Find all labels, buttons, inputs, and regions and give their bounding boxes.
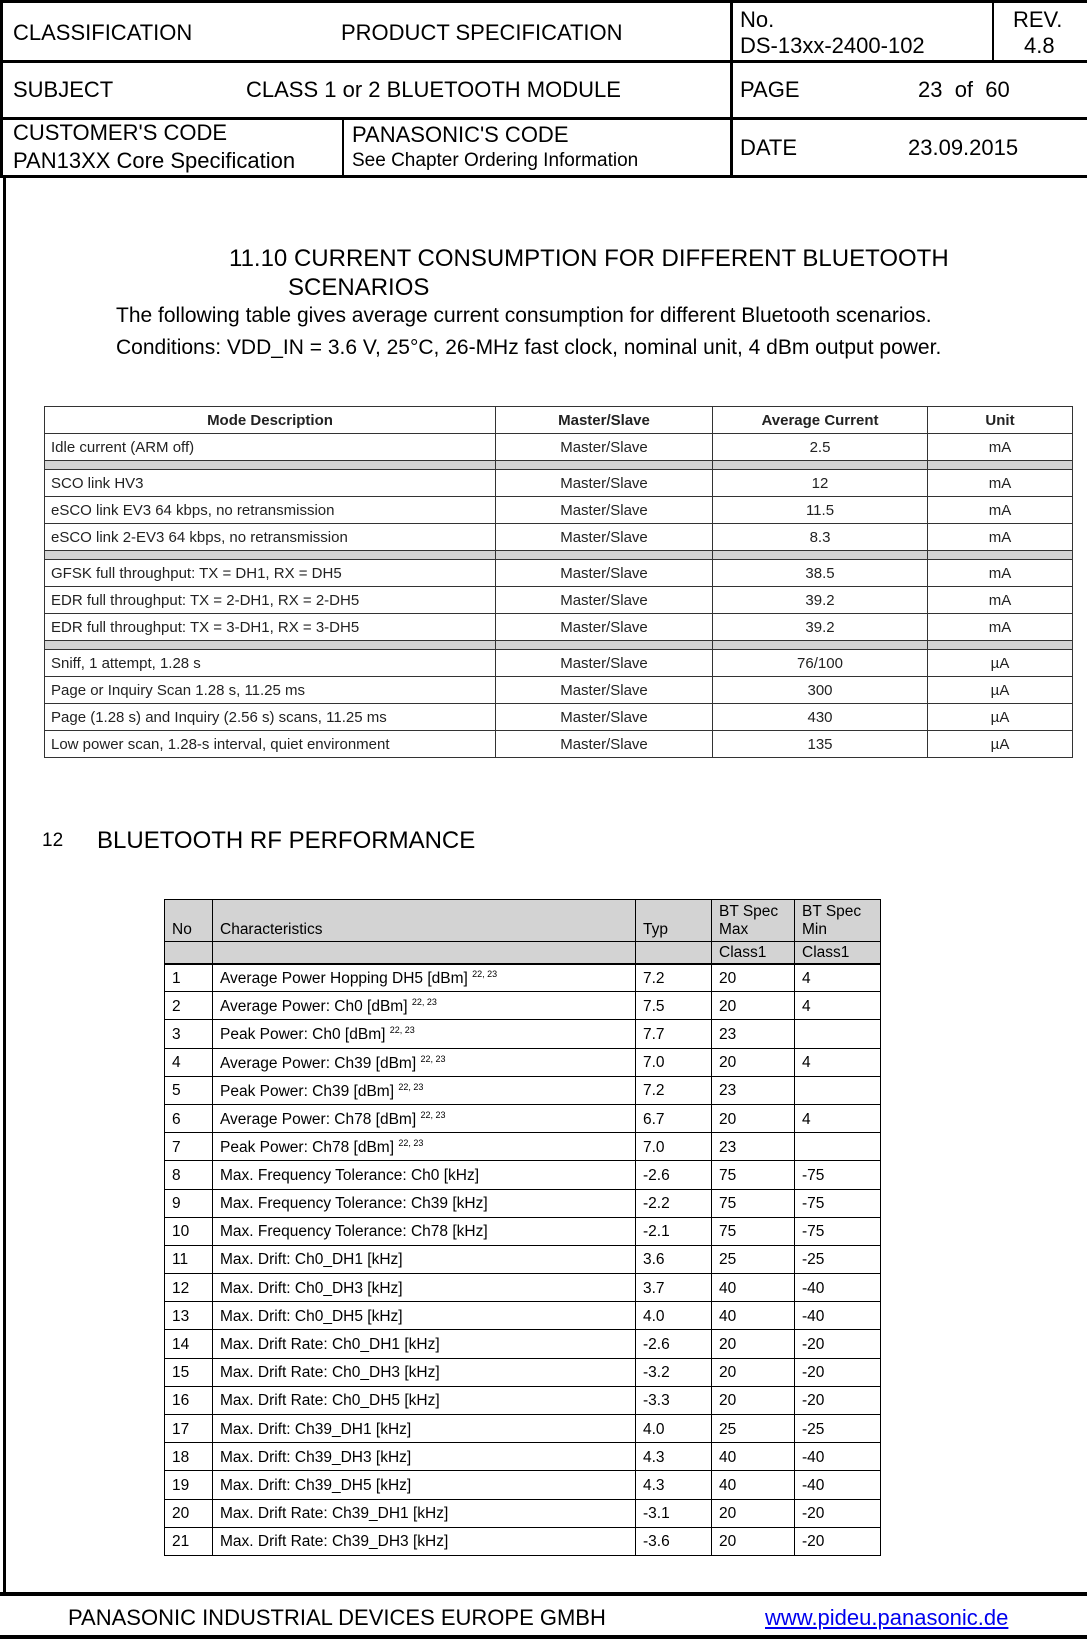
characteristic-text: Peak Power: Ch78 [dBm] (220, 1139, 395, 1157)
value-cell: 20 (712, 992, 795, 1020)
table-cell: 38.5 (713, 560, 928, 587)
column-header: Master/Slave (496, 407, 713, 434)
document-header (0, 0, 1087, 178)
value-cell: -25 (795, 1415, 881, 1443)
characteristic-text: Max. Drift: Ch0_DH1 [kHz] (220, 1251, 403, 1269)
separator-row (45, 551, 1073, 560)
value-cell: 20 (712, 1048, 795, 1076)
value-cell: 7.0 (636, 1133, 712, 1161)
value-cell: -40 (795, 1302, 881, 1330)
table-row (165, 1217, 881, 1245)
row-number: 16 (165, 1386, 213, 1414)
characteristic-cell (213, 1302, 636, 1330)
table-cell: mA (928, 524, 1073, 551)
characteristic-text: Average Power: Ch78 [dBm] (220, 1111, 417, 1129)
table-cell: µA (928, 704, 1073, 731)
table-row (45, 704, 1073, 731)
date-label: DATE (740, 135, 798, 160)
doc-number-label: No. (740, 7, 775, 32)
table-cell: µA (928, 731, 1073, 758)
characteristic-text: Peak Power: Ch0 [dBm] (220, 1026, 386, 1044)
value-cell: -3.3 (636, 1386, 712, 1414)
column-header: Typ (636, 900, 712, 942)
table-cell: 135 (713, 731, 928, 758)
characteristic-cell (213, 1499, 636, 1527)
row-number: 17 (165, 1415, 213, 1443)
table-row (165, 1189, 881, 1217)
table-cell: Master/Slave (496, 524, 713, 551)
value-cell: 7.7 (636, 1020, 712, 1048)
separator-cell (45, 461, 496, 470)
rf-performance-table (164, 899, 881, 1556)
table-cell: Master/Slave (496, 731, 713, 758)
separator-cell (496, 461, 713, 470)
table-row (165, 1133, 881, 1161)
column-subheader (213, 942, 636, 964)
table-cell: mA (928, 614, 1073, 641)
value-cell: -20 (795, 1330, 881, 1358)
value-cell (795, 1076, 881, 1104)
intro-text: The following table gives average current consumption for different Bluetooth scenarios. (116, 304, 932, 327)
value-cell: 75 (712, 1217, 795, 1245)
panasonic-code-label: PANASONIC'S CODE (352, 122, 569, 147)
value-cell: 20 (712, 964, 795, 992)
section-number: 12 (42, 830, 64, 851)
characteristic-cell (213, 1245, 636, 1273)
table-cell: 39.2 (713, 614, 928, 641)
section-12-title: BLUETOOTH RF PERFORMANCE (97, 827, 476, 854)
table-cell: Master/Slave (496, 677, 713, 704)
table-row (165, 1358, 881, 1386)
characteristic-cell (213, 1527, 636, 1555)
section-title: 11.10 CURRENT CONSUMPTION FOR DIFFERENT BLUETOOTH (229, 245, 949, 272)
table-cell: Master/Slave (496, 614, 713, 641)
characteristic-text: Max. Drift: Ch0_DH3 [kHz] (220, 1279, 403, 1297)
characteristic-text: Max. Frequency Tolerance: Ch78 [kHz] (220, 1223, 488, 1241)
page-value: 23 of 60 (918, 77, 1010, 102)
value-cell: -2.6 (636, 1330, 712, 1358)
revision-label: REV. (1013, 7, 1063, 32)
row-number: 5 (165, 1076, 213, 1104)
value-cell: 25 (712, 1415, 795, 1443)
separator-cell (713, 641, 928, 650)
conditions-text: Conditions: VDD_IN = 3.6 V, 25°C, 26-MHz fast clock, nominal unit, 4 dBm output power. (116, 336, 942, 359)
table-row (45, 650, 1073, 677)
table-row (165, 964, 881, 992)
value-cell: -3.6 (636, 1527, 712, 1555)
row-number: 20 (165, 1499, 213, 1527)
table-row (45, 524, 1073, 551)
column-header: BT Spec Min (795, 900, 881, 942)
footer-website-link[interactable]: www.pideu.panasonic.de (765, 1605, 1009, 1630)
classification-label: CLASSIFICATION (13, 20, 193, 45)
separator-row (45, 641, 1073, 650)
column-subheader (636, 942, 712, 964)
value-cell: 4 (795, 1048, 881, 1076)
table-cell: µA (928, 677, 1073, 704)
table-row (165, 1245, 881, 1273)
table-row (165, 1076, 881, 1104)
value-cell: 40 (712, 1274, 795, 1302)
separator-cell (45, 551, 496, 560)
row-number: 10 (165, 1217, 213, 1245)
table-row (165, 1161, 881, 1189)
characteristic-cell (213, 1048, 636, 1076)
date-value: 23.09.2015 (908, 135, 1019, 160)
table-cell: EDR full throughput: TX = 2-DH1, RX = 2-DH5 (45, 587, 496, 614)
subject-value: CLASS 1 or 2 BLUETOOTH MODULE (246, 77, 621, 102)
value-cell: 75 (712, 1189, 795, 1217)
column-header: Mode Description (45, 407, 496, 434)
table-row (165, 1443, 881, 1471)
table-cell: GFSK full throughput: TX = DH1, RX = DH5 (45, 560, 496, 587)
value-cell: 4.3 (636, 1471, 712, 1499)
characteristic-text: Max. Drift Rate: Ch0_DH5 [kHz] (220, 1392, 440, 1410)
characteristic-cell (213, 1471, 636, 1499)
characteristic-text: Max. Frequency Tolerance: Ch39 [kHz] (220, 1195, 488, 1213)
characteristic-cell (213, 1076, 636, 1104)
section-title-cont: SCENARIOS (288, 274, 430, 301)
characteristic-cell (213, 1189, 636, 1217)
row-number: 2 (165, 992, 213, 1020)
row-number: 8 (165, 1161, 213, 1189)
value-cell: 20 (712, 1499, 795, 1527)
footnote-ref: 22, 23 (398, 1138, 424, 1149)
value-cell: -20 (795, 1527, 881, 1555)
table-cell: Master/Slave (496, 470, 713, 497)
table-cell: Page (1.28 s) and Inquiry (2.56 s) scans, 11.25 ms (45, 704, 496, 731)
value-cell: 3.6 (636, 1245, 712, 1273)
column-subheader: Class1 (795, 942, 881, 964)
value-cell: 25 (712, 1245, 795, 1273)
table-cell: 430 (713, 704, 928, 731)
customer-code-value: PAN13XX Core Specification (13, 148, 296, 173)
table-cell: µA (928, 650, 1073, 677)
row-number: 6 (165, 1104, 213, 1132)
column-subheader: Class1 (712, 942, 795, 964)
characteristic-text: Average Power Hopping DH5 [dBm] (220, 970, 468, 988)
row-number: 21 (165, 1527, 213, 1555)
value-cell: 75 (712, 1161, 795, 1189)
value-cell: -40 (795, 1471, 881, 1499)
characteristic-cell (213, 992, 636, 1020)
column-header: Unit (928, 407, 1073, 434)
table-cell: Master/Slave (496, 497, 713, 524)
table-row (165, 1527, 881, 1555)
value-cell: 4.3 (636, 1443, 712, 1471)
value-cell: -75 (795, 1161, 881, 1189)
table-cell: Page or Inquiry Scan 1.28 s, 11.25 ms (45, 677, 496, 704)
table-cell: mA (928, 497, 1073, 524)
table-cell: Low power scan, 1.28-s interval, quiet environment (45, 731, 496, 758)
value-cell (795, 1133, 881, 1161)
value-cell: -2.2 (636, 1189, 712, 1217)
table-row (165, 1471, 881, 1499)
table-row (45, 587, 1073, 614)
value-cell: 23 (712, 1133, 795, 1161)
value-cell: 20 (712, 1104, 795, 1132)
table-cell: mA (928, 434, 1073, 461)
table-cell: 11.5 (713, 497, 928, 524)
value-cell: -40 (795, 1443, 881, 1471)
footer-company: PANASONIC INDUSTRIAL DEVICES EUROPE GMBH (68, 1605, 606, 1630)
table-row (165, 1499, 881, 1527)
separator-cell (928, 551, 1073, 560)
value-cell: 40 (712, 1471, 795, 1499)
characteristic-text: Average Power: Ch0 [dBm] (220, 998, 408, 1016)
table-cell: 39.2 (713, 587, 928, 614)
separator-cell (496, 551, 713, 560)
characteristic-cell (213, 1415, 636, 1443)
value-cell: 23 (712, 1076, 795, 1104)
characteristic-cell (213, 1330, 636, 1358)
table-cell: eSCO link 2-EV3 64 kbps, no retransmission (45, 524, 496, 551)
table-cell: eSCO link EV3 64 kbps, no retransmission (45, 497, 496, 524)
value-cell (795, 1020, 881, 1048)
table-cell: mA (928, 560, 1073, 587)
table-row (165, 1302, 881, 1330)
panasonic-code-value: See Chapter Ordering Information (352, 150, 639, 171)
table-row (165, 992, 881, 1020)
separator-row (45, 461, 1073, 470)
doc-number-value: DS-13xx-2400-102 (740, 33, 925, 58)
column-header: No (165, 900, 213, 942)
table-cell: 12 (713, 470, 928, 497)
value-cell: -2.1 (636, 1217, 712, 1245)
footnote-ref: 22, 23 (398, 1081, 424, 1092)
row-number: 12 (165, 1274, 213, 1302)
value-cell: 6.7 (636, 1104, 712, 1132)
table-cell: mA (928, 587, 1073, 614)
value-cell: 4.0 (636, 1302, 712, 1330)
row-number: 7 (165, 1133, 213, 1161)
value-cell: 40 (712, 1443, 795, 1471)
characteristic-cell (213, 1161, 636, 1189)
characteristic-cell (213, 1133, 636, 1161)
row-number: 4 (165, 1048, 213, 1076)
table-row (45, 560, 1073, 587)
row-number: 11 (165, 1245, 213, 1273)
table-cell: 8.3 (713, 524, 928, 551)
table-row (165, 1415, 881, 1443)
separator-cell (496, 641, 713, 650)
characteristic-cell (213, 1358, 636, 1386)
value-cell: -25 (795, 1245, 881, 1273)
characteristic-text: Peak Power: Ch39 [dBm] (220, 1082, 395, 1100)
table-row (45, 434, 1073, 461)
characteristic-cell (213, 1386, 636, 1414)
value-cell: 4 (795, 992, 881, 1020)
subject-label: SUBJECT (13, 77, 114, 102)
footnote-ref: 22, 23 (411, 997, 437, 1008)
table-cell: Master/Slave (496, 560, 713, 587)
table-row (165, 1104, 881, 1132)
table-cell: Idle current (ARM off) (45, 434, 496, 461)
separator-cell (45, 641, 496, 650)
characteristic-text: Max. Frequency Tolerance: Ch0 [kHz] (220, 1166, 480, 1184)
table-row (165, 1386, 881, 1414)
revision-value: 4.8 (1024, 33, 1055, 58)
characteristic-cell (213, 1104, 636, 1132)
row-number: 18 (165, 1443, 213, 1471)
value-cell: -3.1 (636, 1499, 712, 1527)
value-cell: 20 (712, 1527, 795, 1555)
value-cell: -40 (795, 1274, 881, 1302)
row-number: 3 (165, 1020, 213, 1048)
value-cell: 7.2 (636, 1076, 712, 1104)
value-cell: 4.0 (636, 1415, 712, 1443)
table-row (45, 614, 1073, 641)
table-cell: Sniff, 1 attempt, 1.28 s (45, 650, 496, 677)
characteristic-text: Max. Drift: Ch0_DH5 [kHz] (220, 1307, 403, 1325)
table-row (165, 1330, 881, 1358)
characteristic-cell (213, 1217, 636, 1245)
page-border (3, 176, 6, 1594)
row-number: 1 (165, 964, 213, 992)
page-label: PAGE (740, 77, 800, 102)
column-header: BT Spec Max (712, 900, 795, 942)
table-cell: SCO link HV3 (45, 470, 496, 497)
current-consumption-table (44, 406, 1073, 758)
footnote-ref: 22, 23 (420, 1110, 446, 1121)
characteristic-text: Max. Drift: Ch39_DH1 [kHz] (220, 1420, 412, 1438)
characteristic-cell (213, 1020, 636, 1048)
value-cell: -20 (795, 1499, 881, 1527)
characteristic-cell (213, 1274, 636, 1302)
value-cell: 7.2 (636, 964, 712, 992)
table-row (165, 1048, 881, 1076)
value-cell: -75 (795, 1217, 881, 1245)
table-cell: EDR full throughput: TX = 3-DH1, RX = 3-DH5 (45, 614, 496, 641)
value-cell: 20 (712, 1358, 795, 1386)
value-cell: 3.7 (636, 1274, 712, 1302)
value-cell: -75 (795, 1189, 881, 1217)
table-row (165, 1274, 881, 1302)
value-cell: 23 (712, 1020, 795, 1048)
separator-cell (713, 551, 928, 560)
footer (0, 1592, 1087, 1639)
table-row (45, 470, 1073, 497)
characteristic-text: Max. Drift Rate: Ch39_DH3 [kHz] (220, 1533, 449, 1551)
value-cell: 4 (795, 1104, 881, 1132)
table-row (45, 677, 1073, 704)
table-cell: 76/100 (713, 650, 928, 677)
separator-cell (928, 641, 1073, 650)
row-number: 19 (165, 1471, 213, 1499)
table-row (45, 497, 1073, 524)
value-cell: 7.5 (636, 992, 712, 1020)
row-number: 15 (165, 1358, 213, 1386)
column-header: Characteristics (213, 900, 636, 942)
table-cell: 2.5 (713, 434, 928, 461)
column-header: Average Current (713, 407, 928, 434)
customer-code-label: CUSTOMER'S CODE (13, 120, 228, 145)
table-cell: Master/Slave (496, 434, 713, 461)
value-cell: 4 (795, 964, 881, 992)
row-number: 14 (165, 1330, 213, 1358)
table-row (45, 731, 1073, 758)
characteristic-cell (213, 1443, 636, 1471)
characteristic-text: Max. Drift Rate: Ch39_DH1 [kHz] (220, 1505, 449, 1523)
table-cell: 300 (713, 677, 928, 704)
value-cell: 40 (712, 1302, 795, 1330)
separator-cell (713, 461, 928, 470)
classification-value: PRODUCT SPECIFICATION (341, 20, 623, 45)
footnote-ref: 22, 23 (472, 969, 498, 980)
characteristic-text: Max. Drift Rate: Ch0_DH3 [kHz] (220, 1364, 440, 1382)
column-subheader (165, 942, 213, 964)
row-number: 9 (165, 1189, 213, 1217)
value-cell: -2.6 (636, 1161, 712, 1189)
table-cell: Master/Slave (496, 587, 713, 614)
characteristic-cell (213, 964, 636, 992)
separator-cell (928, 461, 1073, 470)
value-cell: -20 (795, 1386, 881, 1414)
characteristic-text: Max. Drift: Ch39_DH3 [kHz] (220, 1448, 412, 1466)
characteristic-text: Average Power: Ch39 [dBm] (220, 1054, 417, 1072)
table-cell: mA (928, 470, 1073, 497)
footnote-ref: 22, 23 (389, 1025, 415, 1036)
table-cell: Master/Slave (496, 650, 713, 677)
table-row (165, 1020, 881, 1048)
value-cell: 20 (712, 1330, 795, 1358)
footnote-ref: 22, 23 (420, 1053, 446, 1064)
row-number: 13 (165, 1302, 213, 1330)
value-cell: 7.0 (636, 1048, 712, 1076)
value-cell: -3.2 (636, 1358, 712, 1386)
characteristic-text: Max. Drift Rate: Ch0_DH1 [kHz] (220, 1336, 440, 1354)
value-cell: -20 (795, 1358, 881, 1386)
value-cell: 20 (712, 1386, 795, 1414)
table-cell: Master/Slave (496, 704, 713, 731)
characteristic-text: Max. Drift: Ch39_DH5 [kHz] (220, 1476, 412, 1494)
